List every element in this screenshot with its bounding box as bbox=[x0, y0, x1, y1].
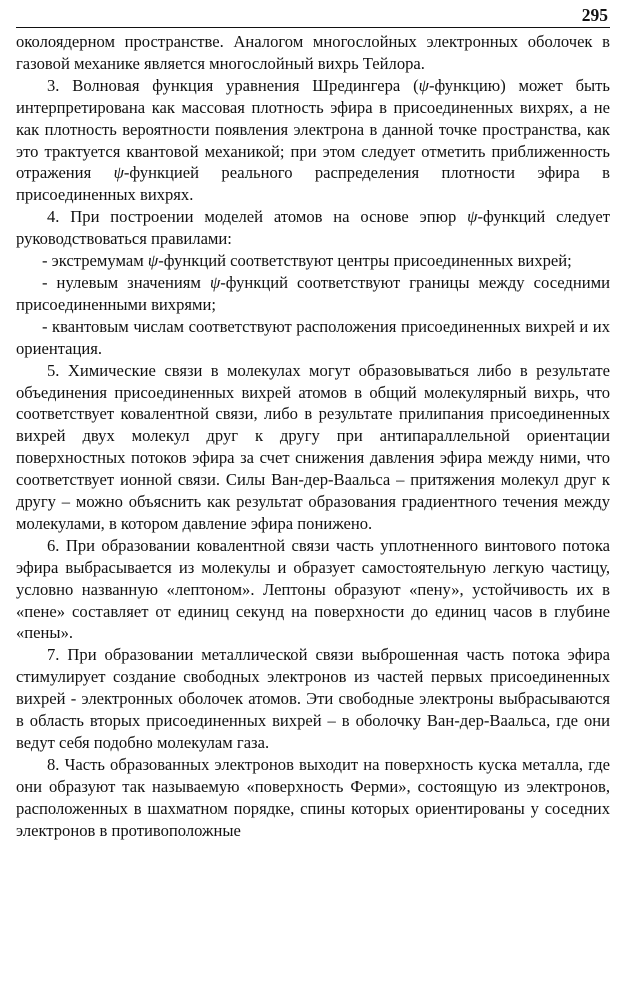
text-run: - квантовым числам соответствуют расположения присоединенных вихрей и их ориентация. bbox=[16, 316, 610, 358]
paragraph bbox=[16, 31, 610, 75]
paragraph bbox=[16, 206, 610, 250]
text-run: 8. Часть образованных электронов выходит на поверхность куска металла, где они образуют так называемую «поверхность Ферми», состоящую из электронов, расположенных в шахматном порядке, спины которых ориентированы у соседних электронов в противоположные bbox=[16, 754, 610, 840]
text-run: -функций соответствуют центры присоединенных вихрей; bbox=[158, 251, 572, 271]
psi-symbol: ψ bbox=[209, 272, 221, 292]
text-run: -функцию) может быть интерпретирована как массовая плотность эфира в присоединенных вихрях, а не как плотность вероятности появления электрона в данной точке пространства, как это трактуется квантовой механикой; при этом следует отметить приближенность отражения bbox=[16, 75, 610, 183]
paragraph bbox=[16, 272, 610, 316]
paragraph bbox=[16, 75, 610, 206]
body-text bbox=[16, 31, 610, 842]
paragraph bbox=[16, 316, 610, 360]
psi-symbol: ψ bbox=[113, 163, 124, 183]
book-page bbox=[16, 4, 610, 842]
psi-symbol: ψ bbox=[467, 207, 478, 227]
text-run: 6. При образовании ковалентной связи часть уплотненного винтового потока эфира выбрасывается из молекулы и образует самостоятельную легкую частицу, условно названную «лептоном». Лептоны образуют «пену», устойчивость их в «пене» составляет от единиц секунд на поверхности до единиц часов в глубине «пены». bbox=[16, 535, 610, 643]
paragraph bbox=[16, 535, 610, 645]
text-run: околоядерном пространстве. Аналогом многослойных электронных оболочек в газовой механике является многослойный вихрь Тейлора. bbox=[16, 32, 610, 73]
psi-symbol: ψ bbox=[147, 251, 159, 271]
text-run: -функцией реального распределения плотности эфира в присоединенных вихрях. bbox=[16, 163, 610, 205]
paragraph bbox=[16, 644, 610, 754]
paragraph bbox=[16, 360, 610, 535]
paragraph bbox=[16, 250, 610, 272]
text-run: 3. Волновая функция уравнения Шредингера ( bbox=[47, 75, 419, 95]
text-run: 4. При построении моделей атомов на основе эпюр bbox=[47, 207, 468, 227]
text-run: 5. Химические связи в молекулах могут образовываться либо в результате объединения присоединенных вихрей атомов в общий молекулярный вихрь, что соответствует ковалентной связи, либо в результате прилипания присоединенных вихрей двух молекул друг к другу при антипараллельной ориентации поверхностных потоков эфира за счет снижения давления эфира между ними, что соответствует ионной связи. Силы Ван-дер-Ваальса – притяжения молекул друг к другу – можно объяснить как результат образования градиентного течения между молекулами, в котором давление эфира понижено. bbox=[16, 360, 610, 533]
page-number: 295 bbox=[581, 5, 608, 25]
paragraph bbox=[16, 754, 610, 842]
text-run: -функций следует руководствоваться правилами: bbox=[16, 207, 610, 249]
header-rule bbox=[16, 27, 610, 28]
text-run: - нулевым значениям bbox=[42, 272, 210, 292]
psi-symbol: ψ bbox=[418, 75, 429, 95]
text-run: -функций соответствуют границы между соседними присоединенными вихрями; bbox=[16, 272, 611, 314]
text-run: - экстремумам bbox=[42, 251, 148, 271]
text-run: 7. При образовании металлической связи выброшенная часть потока эфира стимулирует создание свободных электронов из частей первых присоединенных вихрей - электронных оболочек атомов. Эти свободные электроны выбрасываются в область вторых присоединенных вихрей – в оболочку Ван-дер-Ваальса, где они ведут себя подобно молекулам газа. bbox=[16, 645, 610, 752]
